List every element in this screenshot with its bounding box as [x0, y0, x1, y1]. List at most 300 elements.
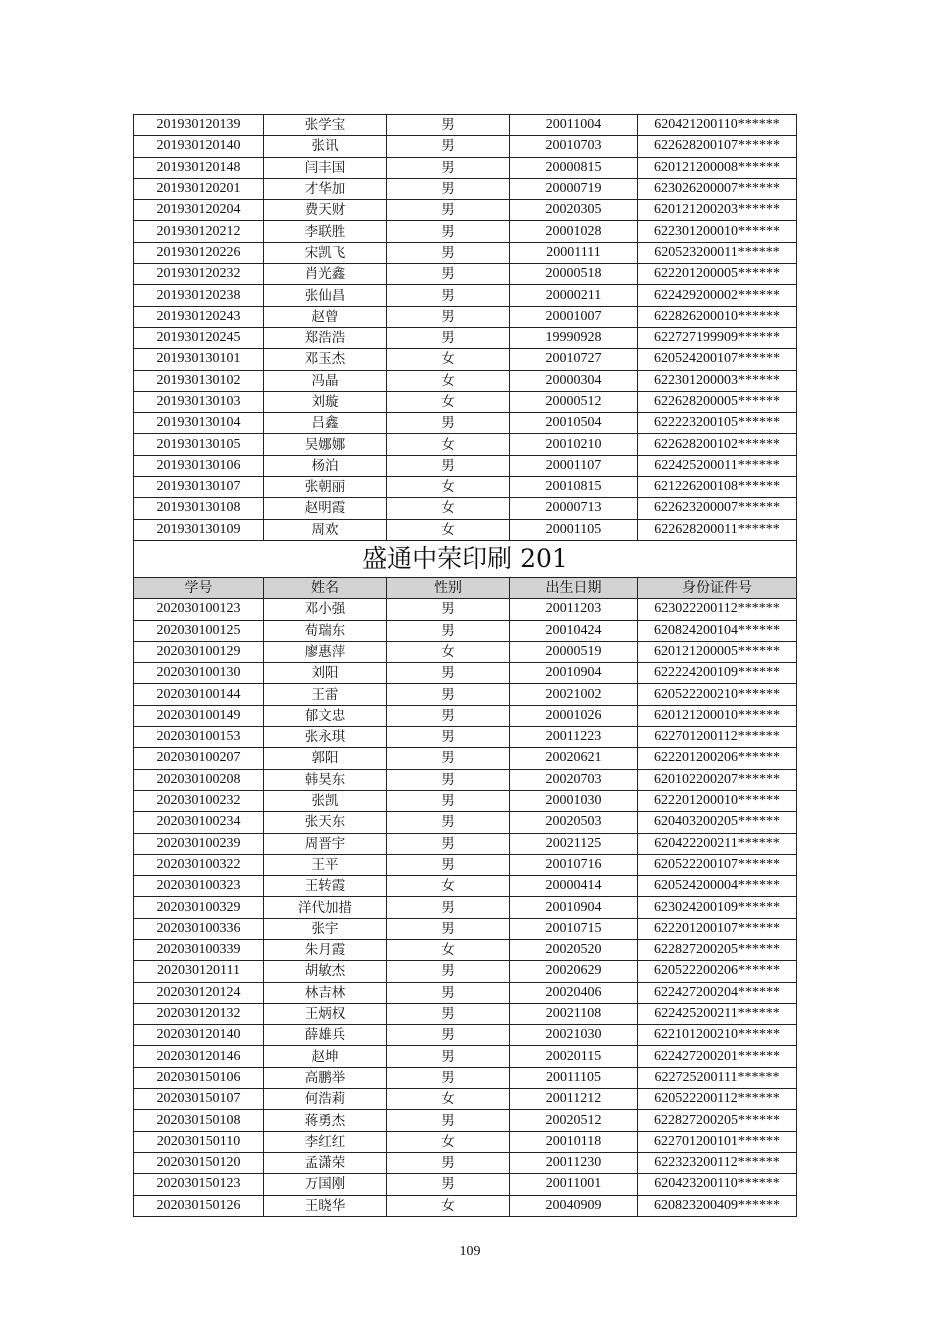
gender-cell: 女: [387, 641, 510, 662]
gender-cell: 男: [387, 748, 510, 769]
student-id-cell: 202030120146: [134, 1046, 264, 1067]
id-number-cell: 621226200108******: [638, 477, 797, 498]
name-cell: 张天东: [264, 812, 387, 833]
header-student-id: 学号: [134, 577, 264, 598]
birth-date-cell: 20011004: [510, 115, 638, 136]
table-row: [134, 349, 797, 370]
header-name: 姓名: [264, 577, 387, 598]
name-cell: 廖惠萍: [264, 641, 387, 662]
birth-date-cell: 20000519: [510, 641, 638, 662]
id-number-cell: 622427200201******: [638, 1046, 797, 1067]
id-number-cell: 622827200205******: [638, 1110, 797, 1131]
id-number-cell: 620102200207******: [638, 769, 797, 790]
birth-date-cell: 20010904: [510, 663, 638, 684]
birth-date-cell: 20011203: [510, 599, 638, 620]
name-cell: 赵曾: [264, 306, 387, 327]
name-cell: 肖光鑫: [264, 264, 387, 285]
birth-date-cell: 20001007: [510, 306, 638, 327]
table-row: [134, 264, 797, 285]
id-number-cell: 622701200101******: [638, 1131, 797, 1152]
name-cell: 邓小强: [264, 599, 387, 620]
gender-cell: 男: [387, 264, 510, 285]
table-row: [134, 705, 797, 726]
gender-cell: 男: [387, 178, 510, 199]
student-id-cell: 201930120139: [134, 115, 264, 136]
birth-date-cell: 20011105: [510, 1067, 638, 1088]
student-id-cell: 201930120201: [134, 178, 264, 199]
id-number-cell: 623024200109******: [638, 897, 797, 918]
student-id-cell: 202030150106: [134, 1067, 264, 1088]
table-row: [134, 641, 797, 662]
table-row: [134, 833, 797, 854]
name-cell: 高鹏举: [264, 1067, 387, 1088]
name-cell: 刘阳: [264, 663, 387, 684]
name-cell: 胡敏杰: [264, 961, 387, 982]
table-row: [134, 1152, 797, 1173]
table-row: [134, 115, 797, 136]
birth-date-cell: 20000304: [510, 370, 638, 391]
id-number-cell: 622429200002******: [638, 285, 797, 306]
page-number: 109: [459, 1244, 481, 1259]
gender-cell: 女: [387, 498, 510, 519]
name-cell: 王平: [264, 854, 387, 875]
student-id-cell: 201930120232: [134, 264, 264, 285]
gender-cell: 男: [387, 918, 510, 939]
table-row: [134, 790, 797, 811]
student-id-cell: 202030150110: [134, 1131, 264, 1152]
birth-date-cell: 20010727: [510, 349, 638, 370]
student-id-cell: 202030100322: [134, 854, 264, 875]
id-number-cell: 620421200110******: [638, 115, 797, 136]
gender-cell: 男: [387, 684, 510, 705]
student-id-cell: 201930130106: [134, 455, 264, 476]
header-birth-date: 出生日期: [510, 577, 638, 598]
birth-date-cell: 20010716: [510, 854, 638, 875]
gender-cell: 女: [387, 477, 510, 498]
id-number-cell: 622628200005******: [638, 391, 797, 412]
birth-date-cell: 20011223: [510, 727, 638, 748]
student-id-cell: 201930120243: [134, 306, 264, 327]
gender-cell: 男: [387, 1174, 510, 1195]
gender-cell: 女: [387, 1195, 510, 1216]
gender-cell: 男: [387, 1025, 510, 1046]
birth-date-cell: 19990928: [510, 327, 638, 348]
table-row: [134, 748, 797, 769]
name-cell: 韩昊东: [264, 769, 387, 790]
id-number-cell: 622201200107******: [638, 918, 797, 939]
birth-date-cell: 20000512: [510, 391, 638, 412]
header-id-number: 身份证件号: [638, 577, 797, 598]
birth-date-cell: 20000815: [510, 157, 638, 178]
table-row: [134, 519, 797, 540]
student-id-cell: 202030100130: [134, 663, 264, 684]
header-gender: 性别: [387, 577, 510, 598]
birth-date-cell: 20021125: [510, 833, 638, 854]
gender-cell: 女: [387, 391, 510, 412]
student-id-cell: 201930130102: [134, 370, 264, 391]
table-row: [134, 876, 797, 897]
table-row: [134, 285, 797, 306]
section-title-row: [134, 540, 797, 577]
gender-cell: 男: [387, 620, 510, 641]
id-number-cell: 620121200010******: [638, 705, 797, 726]
table-row: [134, 684, 797, 705]
id-number-cell: 620524200004******: [638, 876, 797, 897]
gender-cell: 男: [387, 327, 510, 348]
name-cell: 李红红: [264, 1131, 387, 1152]
gender-cell: 男: [387, 221, 510, 242]
student-id-cell: 202030100123: [134, 599, 264, 620]
name-cell: 宋凯飞: [264, 242, 387, 263]
gender-cell: 男: [387, 727, 510, 748]
id-number-cell: 622425200211******: [638, 1003, 797, 1024]
table-row: [134, 1025, 797, 1046]
name-cell: 荀瑞东: [264, 620, 387, 641]
gender-cell: 男: [387, 455, 510, 476]
birth-date-cell: 20000713: [510, 498, 638, 519]
student-id-cell: 202030120111: [134, 961, 264, 982]
id-number-cell: 620524200107******: [638, 349, 797, 370]
table-row: [134, 982, 797, 1003]
birth-date-cell: 20010815: [510, 477, 638, 498]
birth-date-cell: 20021002: [510, 684, 638, 705]
name-cell: 冯晶: [264, 370, 387, 391]
id-number-cell: 622701200112******: [638, 727, 797, 748]
birth-date-cell: 20021030: [510, 1025, 638, 1046]
id-number-cell: 622301200010******: [638, 221, 797, 242]
gender-cell: 男: [387, 833, 510, 854]
gender-cell: 女: [387, 1089, 510, 1110]
gender-cell: 女: [387, 519, 510, 540]
birth-date-cell: 20011230: [510, 1152, 638, 1173]
table-row: [134, 897, 797, 918]
table-row: [134, 961, 797, 982]
table-row: [134, 477, 797, 498]
id-number-cell: 622223200105******: [638, 413, 797, 434]
student-id-cell: 202030100232: [134, 790, 264, 811]
id-number-cell: 622826200010******: [638, 306, 797, 327]
student-id-cell: 202030150107: [134, 1089, 264, 1110]
name-cell: 赵坤: [264, 1046, 387, 1067]
table-row: [134, 1046, 797, 1067]
name-cell: 张永琪: [264, 727, 387, 748]
id-number-cell: 620824200104******: [638, 620, 797, 641]
table-row: [134, 136, 797, 157]
birth-date-cell: 20000211: [510, 285, 638, 306]
birth-date-cell: 20010118: [510, 1131, 638, 1152]
id-number-cell: 622427200204******: [638, 982, 797, 1003]
name-cell: 郭阳: [264, 748, 387, 769]
birth-date-cell: 20020305: [510, 200, 638, 221]
student-id-cell: 202030120124: [134, 982, 264, 1003]
birth-date-cell: 20010715: [510, 918, 638, 939]
table-row: [134, 327, 797, 348]
gender-cell: 男: [387, 1046, 510, 1067]
birth-date-cell: 20020512: [510, 1110, 638, 1131]
table-row: [134, 498, 797, 519]
id-number-cell: 622628200102******: [638, 434, 797, 455]
student-id-cell: 202030100323: [134, 876, 264, 897]
name-cell: 闫丰国: [264, 157, 387, 178]
student-id-cell: 202030100149: [134, 705, 264, 726]
table-row: [134, 599, 797, 620]
student-id-cell: 201930120204: [134, 200, 264, 221]
student-id-cell: 202030100125: [134, 620, 264, 641]
student-id-cell: 201930120148: [134, 157, 264, 178]
birth-date-cell: 20001111: [510, 242, 638, 263]
id-number-cell: 622623200007******: [638, 498, 797, 519]
name-cell: 薛雄兵: [264, 1025, 387, 1046]
birth-date-cell: 20010210: [510, 434, 638, 455]
student-id-cell: 202030120140: [134, 1025, 264, 1046]
student-id-cell: 202030100234: [134, 812, 264, 833]
id-number-cell: 622827200205******: [638, 939, 797, 960]
name-cell: 刘璇: [264, 391, 387, 412]
student-id-cell: 201930130108: [134, 498, 264, 519]
name-cell: 张凯: [264, 790, 387, 811]
gender-cell: 男: [387, 812, 510, 833]
gender-cell: 男: [387, 1067, 510, 1088]
table-row: [134, 200, 797, 221]
name-cell: 王炳权: [264, 1003, 387, 1024]
gender-cell: 男: [387, 413, 510, 434]
table-row: [134, 1089, 797, 1110]
birth-date-cell: 20001105: [510, 519, 638, 540]
name-cell: 周欢: [264, 519, 387, 540]
table-row: [134, 178, 797, 199]
birth-date-cell: 20010504: [510, 413, 638, 434]
gender-cell: 男: [387, 705, 510, 726]
id-number-cell: 622323200112******: [638, 1152, 797, 1173]
table-row: [134, 370, 797, 391]
student-id-cell: 202030150123: [134, 1174, 264, 1195]
birth-date-cell: 20020115: [510, 1046, 638, 1067]
gender-cell: 男: [387, 285, 510, 306]
table-row: [134, 769, 797, 790]
name-cell: 赵明霞: [264, 498, 387, 519]
name-cell: 才华加: [264, 178, 387, 199]
birth-date-cell: 20040909: [510, 1195, 638, 1216]
id-number-cell: 622201200206******: [638, 748, 797, 769]
table-row: [134, 221, 797, 242]
birth-date-cell: 20010904: [510, 897, 638, 918]
birth-date-cell: 20020629: [510, 961, 638, 982]
gender-cell: 男: [387, 599, 510, 620]
id-number-cell: 622727199909******: [638, 327, 797, 348]
id-number-cell: 622425200011******: [638, 455, 797, 476]
gender-cell: 男: [387, 982, 510, 1003]
gender-cell: 男: [387, 897, 510, 918]
student-id-cell: 202030100339: [134, 939, 264, 960]
id-number-cell: 622201200010******: [638, 790, 797, 811]
name-cell: 何浩莉: [264, 1089, 387, 1110]
name-cell: 杨泊: [264, 455, 387, 476]
gender-cell: 男: [387, 200, 510, 221]
id-number-cell: 620522200107******: [638, 854, 797, 875]
gender-cell: 男: [387, 115, 510, 136]
gender-cell: 男: [387, 306, 510, 327]
table-row: [134, 1067, 797, 1088]
gender-cell: 男: [387, 136, 510, 157]
student-id-cell: 201930130103: [134, 391, 264, 412]
name-cell: 朱月霞: [264, 939, 387, 960]
name-cell: 张宇: [264, 918, 387, 939]
table-row: [134, 157, 797, 178]
student-id-cell: 202030150120: [134, 1152, 264, 1173]
table-row: [134, 413, 797, 434]
gender-cell: 男: [387, 769, 510, 790]
table-row: [134, 727, 797, 748]
name-cell: 张朝丽: [264, 477, 387, 498]
table-row: [134, 306, 797, 327]
birth-date-cell: 20011001: [510, 1174, 638, 1195]
id-number-cell: 622725200111******: [638, 1067, 797, 1088]
gender-cell: 男: [387, 1003, 510, 1024]
birth-date-cell: 20001107: [510, 455, 638, 476]
name-cell: 郑浩浩: [264, 327, 387, 348]
birth-date-cell: 20020406: [510, 982, 638, 1003]
table-row: [134, 1110, 797, 1131]
student-id-cell: 201930120226: [134, 242, 264, 263]
gender-cell: 女: [387, 876, 510, 897]
gender-cell: 女: [387, 434, 510, 455]
name-cell: 张讯: [264, 136, 387, 157]
gender-cell: 女: [387, 349, 510, 370]
birth-date-cell: 20020621: [510, 748, 638, 769]
table-row: [134, 663, 797, 684]
name-cell: 张学宝: [264, 115, 387, 136]
name-cell: 李联胜: [264, 221, 387, 242]
gender-cell: 男: [387, 663, 510, 684]
student-id-cell: 202030100153: [134, 727, 264, 748]
student-id-cell: 202030150126: [134, 1195, 264, 1216]
birth-date-cell: 20020703: [510, 769, 638, 790]
id-number-cell: 620403200205******: [638, 812, 797, 833]
gender-cell: 男: [387, 854, 510, 875]
table-row: [134, 391, 797, 412]
gender-cell: 男: [387, 790, 510, 811]
id-number-cell: 623022200112******: [638, 599, 797, 620]
table-row: [134, 1003, 797, 1024]
table-row: [134, 1174, 797, 1195]
id-number-cell: 620523200011******: [638, 242, 797, 263]
id-number-cell: 622224200109******: [638, 663, 797, 684]
table-row: [134, 620, 797, 641]
student-id-cell: 202030100239: [134, 833, 264, 854]
birth-date-cell: 20020503: [510, 812, 638, 833]
student-id-cell: 202030100129: [134, 641, 264, 662]
name-cell: 周晋宇: [264, 833, 387, 854]
id-number-cell: 620522200206******: [638, 961, 797, 982]
section-title: 盛通中荣印刷 201: [134, 540, 797, 577]
id-number-cell: 620121200203******: [638, 200, 797, 221]
student-id-cell: 201930120212: [134, 221, 264, 242]
id-number-cell: 622628200011******: [638, 519, 797, 540]
id-number-cell: 623026200007******: [638, 178, 797, 199]
birth-date-cell: 20000414: [510, 876, 638, 897]
birth-date-cell: 20001026: [510, 705, 638, 726]
table-row: [134, 242, 797, 263]
id-number-cell: 620423200110******: [638, 1174, 797, 1195]
column-header-row: [134, 577, 797, 598]
name-cell: 万国刚: [264, 1174, 387, 1195]
birth-date-cell: 20011212: [510, 1089, 638, 1110]
name-cell: 王雷: [264, 684, 387, 705]
birth-date-cell: 20000518: [510, 264, 638, 285]
table-row: [134, 812, 797, 833]
table-row: [134, 1195, 797, 1216]
id-number-cell: 622628200107******: [638, 136, 797, 157]
name-cell: 蒋勇杰: [264, 1110, 387, 1131]
student-id-cell: 202030150108: [134, 1110, 264, 1131]
student-id-cell: 202030100336: [134, 918, 264, 939]
name-cell: 王转霞: [264, 876, 387, 897]
id-number-cell: 620522200112******: [638, 1089, 797, 1110]
student-id-cell: 202030100207: [134, 748, 264, 769]
gender-cell: 男: [387, 1110, 510, 1131]
birth-date-cell: 20001028: [510, 221, 638, 242]
id-number-cell: 622301200003******: [638, 370, 797, 391]
gender-cell: 男: [387, 961, 510, 982]
student-table: [133, 114, 797, 1217]
name-cell: 洋代加措: [264, 897, 387, 918]
birth-date-cell: 20001030: [510, 790, 638, 811]
student-id-cell: 201930130105: [134, 434, 264, 455]
table-row: [134, 434, 797, 455]
student-id-cell: 202030100144: [134, 684, 264, 705]
table-row: [134, 854, 797, 875]
gender-cell: 女: [387, 370, 510, 391]
student-id-cell: 202030100208: [134, 769, 264, 790]
id-number-cell: 620823200409******: [638, 1195, 797, 1216]
name-cell: 孟潇荣: [264, 1152, 387, 1173]
id-number-cell: 622201200005******: [638, 264, 797, 285]
student-id-cell: 201930130104: [134, 413, 264, 434]
top-section-rows: [134, 115, 797, 541]
table-row: [134, 1131, 797, 1152]
birth-date-cell: 20020520: [510, 939, 638, 960]
id-number-cell: 620121200005******: [638, 641, 797, 662]
id-number-cell: 620422200211******: [638, 833, 797, 854]
student-id-cell: 201930130101: [134, 349, 264, 370]
student-id-cell: 201930120238: [134, 285, 264, 306]
name-cell: 费天财: [264, 200, 387, 221]
table-row: [134, 455, 797, 476]
birth-date-cell: 20010703: [510, 136, 638, 157]
name-cell: 张仙昌: [264, 285, 387, 306]
gender-cell: 男: [387, 1152, 510, 1173]
birth-date-cell: 20010424: [510, 620, 638, 641]
student-id-cell: 201930120140: [134, 136, 264, 157]
name-cell: 邓玉杰: [264, 349, 387, 370]
birth-date-cell: 20021108: [510, 1003, 638, 1024]
name-cell: 吕鑫: [264, 413, 387, 434]
name-cell: 郁文忠: [264, 705, 387, 726]
student-id-cell: 202030120132: [134, 1003, 264, 1024]
gender-cell: 男: [387, 157, 510, 178]
table-row: [134, 939, 797, 960]
gender-cell: 女: [387, 939, 510, 960]
name-cell: 林吉林: [264, 982, 387, 1003]
student-id-cell: 201930120245: [134, 327, 264, 348]
student-id-cell: 201930130107: [134, 477, 264, 498]
name-cell: 王晓华: [264, 1195, 387, 1216]
id-number-cell: 620522200210******: [638, 684, 797, 705]
name-cell: 吴娜娜: [264, 434, 387, 455]
birth-date-cell: 20000719: [510, 178, 638, 199]
student-id-cell: 201930130109: [134, 519, 264, 540]
table-row: [134, 918, 797, 939]
